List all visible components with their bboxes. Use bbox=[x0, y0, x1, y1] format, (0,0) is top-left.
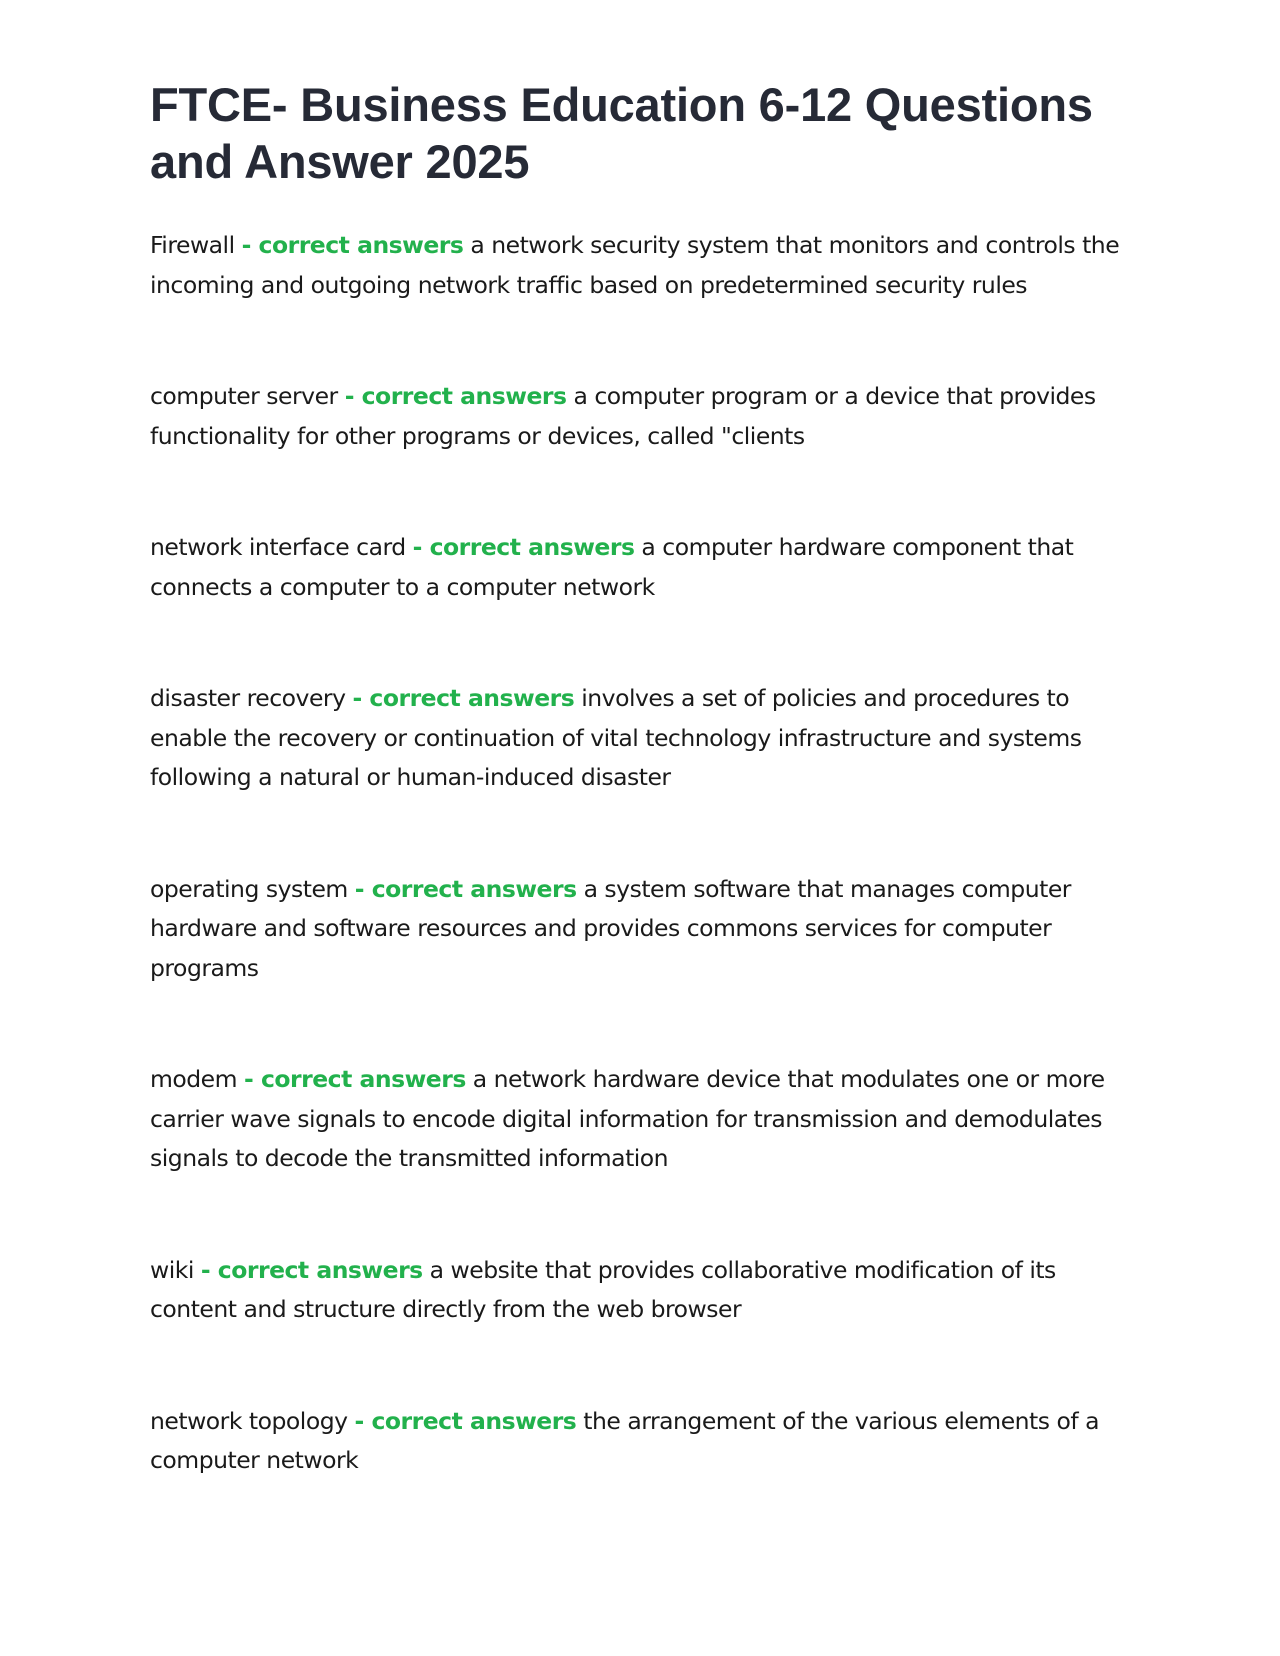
qa-list bbox=[150, 226, 1140, 1481]
entry-definition: a network hardware device that modulates one or more carrier wave signals to encode digital information for transmission and demodulates signals to decode the transmitted information bbox=[150, 1065, 1105, 1172]
document-title: FTCE- Business Education 6-12 Questions and Answer 2025 bbox=[150, 78, 1093, 188]
entry-definition: a computer hardware component that connects a computer to a computer network bbox=[150, 533, 1074, 601]
entry-definition: involves a set of policies and procedures to enable the recovery or continuation of vital technology infrastructure and systems following a natural or human-induced disaster bbox=[150, 684, 1082, 791]
qa-entry-modem bbox=[150, 1060, 1140, 1179]
entry-term: Firewall bbox=[150, 231, 235, 259]
entry-term: modem bbox=[150, 1065, 238, 1093]
entry-term: operating system bbox=[150, 874, 348, 903]
entry-definition: the arrangement of the various elements of a computer network bbox=[150, 1406, 1100, 1474]
entry-term: disaster recovery bbox=[150, 684, 346, 712]
qa-entry-operating-system bbox=[150, 870, 1140, 989]
qa-entry-firewall bbox=[150, 226, 1140, 305]
entry-definition: a system software that manages computer hardware and software resources and provides commons services for computer programs bbox=[150, 874, 1071, 982]
qa-entry-network-topology bbox=[150, 1402, 1140, 1481]
entry-term: wiki bbox=[150, 1255, 194, 1284]
correct-answers-label: - correct answers bbox=[354, 1406, 577, 1435]
correct-answers-label: - correct answers bbox=[200, 1255, 423, 1284]
correct-answers-label: - correct answers bbox=[354, 874, 577, 903]
entry-definition: a website that provides collaborative modification of its content and structure directly from the web browser bbox=[150, 1255, 1056, 1323]
document-page bbox=[150, 76, 1140, 1553]
correct-answers-label: - correct answers bbox=[244, 1065, 466, 1093]
entry-term: network topology bbox=[150, 1406, 348, 1435]
entry-definition: a network security system that monitors and controls the incoming and outgoing network traffic based on predetermined security rules bbox=[150, 231, 1120, 299]
qa-entry-computer-server bbox=[150, 377, 1140, 456]
entry-term: computer server bbox=[150, 382, 338, 410]
correct-answers-label: - correct answers bbox=[241, 231, 464, 259]
correct-answers-label: - correct answers bbox=[344, 382, 567, 410]
qa-entry-wiki bbox=[150, 1251, 1140, 1330]
entry-definition: a computer program or a device that provides functionality for other programs or devices, called "clients bbox=[150, 382, 1096, 450]
qa-entry-network-interface-card bbox=[150, 528, 1140, 607]
correct-answers-label: - correct answers bbox=[352, 684, 575, 712]
entry-term: network interface card bbox=[150, 533, 406, 561]
qa-entry-disaster-recovery bbox=[150, 679, 1140, 798]
correct-answers-label: - correct answers bbox=[412, 533, 635, 561]
